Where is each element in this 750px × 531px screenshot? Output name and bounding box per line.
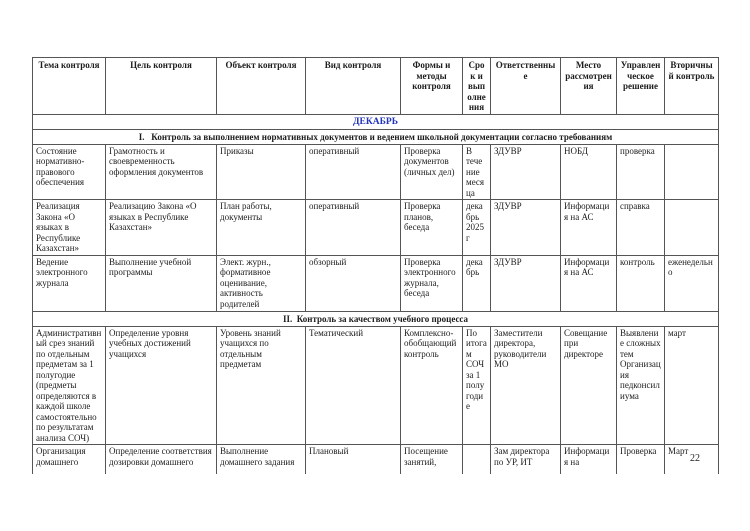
table-cell: Грамотность и своевременность оформления документов [106,144,217,200]
table-cell: Информация на АС [561,200,617,256]
table-cell: Реализация Закона «О языках в Республике Казахстан» [33,200,106,256]
table-cell: Выявление сложных тем Организация педконсилиума [617,326,665,445]
table-cell: Определение соответствия дозировки домашнего [106,445,217,474]
table-row [33,200,719,256]
table-cell: В течение месяца [463,144,491,200]
table-cell: Приказы [217,144,306,200]
column-header: Срок и выполнения [463,58,491,115]
section-title: II. Контроль за качеством учебного процесса [33,311,719,326]
table-cell: ЗДУВР [491,144,561,200]
section-title: I. Контроль за выполнением нормативных документов и ведением школьной документации согласно требованиям [33,129,719,144]
table-cell: Уровень знаний учащихся по отдельным предметам [217,326,306,445]
table-cell: март [665,326,719,445]
table-cell: Элект. журн., формативное оценивание, активность родителей [217,255,306,311]
table-cell: Административный срез знаний по отдельным предметам за 1 полугодие (предметы определяются в каждой школе самостоятельно по результатам анализа СОЧ) [33,326,106,445]
page-number: 22 [690,453,700,464]
table-cell: Проверка электронного журнала, беседа [401,255,463,311]
table-cell [665,200,719,256]
section-2-title-row [33,311,719,326]
table-row [33,445,719,474]
table-cell: справка [617,200,665,256]
table-cell: декабрь 2025г [463,200,491,256]
table-cell: Проверка [617,445,665,474]
table-cell: ЗДУВР [491,255,561,311]
table-cell: Выполнение учебной программы [106,255,217,311]
table-row [33,144,719,200]
table-cell: Совещание при директоре [561,326,617,445]
table-cell: Заместители директора, руководители МО [491,326,561,445]
column-header: Объект контроля [217,58,306,115]
table-cell: Выполнение домашнего задания [217,445,306,474]
table-row [33,255,719,311]
column-header: Вид контроля [306,58,401,115]
table-cell: Плановый [306,445,401,474]
table-cell: Зам директора по УР, ИТ [491,445,561,474]
column-header: Тема контроля [33,58,106,115]
table-cell: Проверка документов (личных дел) [401,144,463,200]
table-cell: НОБД [561,144,617,200]
table-cell [665,144,719,200]
table-cell: оперативный [306,144,401,200]
table-cell: Проверка планов, беседа [401,200,463,256]
column-header: Управленческое решение [617,58,665,115]
column-header: Вторичный контроль [665,58,719,115]
table-cell: Посещение занятий, [401,445,463,474]
table-cell: оперативный [306,200,401,256]
table-cell: проверка [617,144,665,200]
table-cell: контроль [617,255,665,311]
column-header: Место рассмотрения [561,58,617,115]
control-plan-table [32,57,719,474]
table-cell: Реализацию Закона «О языках в Республике Казахстан» [106,200,217,256]
table-cell: Тематический [306,326,401,445]
month-row [33,114,719,129]
table-cell: Комплексно-обобщающий контроль [401,326,463,445]
table-cell: Определение уровня учебных достижений учащихся [106,326,217,445]
table-cell: обзорный [306,255,401,311]
table-row [33,326,719,445]
month-label: ДЕКАБРЬ [33,114,719,129]
table-cell: Март [665,445,719,474]
table-cell: Информация на АС [561,255,617,311]
table-cell: План работы, документы [217,200,306,256]
table-cell: ЗДУВР [491,200,561,256]
column-header: Ответственные [491,58,561,115]
table-header-row [33,58,719,115]
column-header: Цель контроля [106,58,217,115]
table-cell: По итогам СОЧ за 1 полугодие [463,326,491,445]
table-cell [463,445,491,474]
table-cell: декабрь [463,255,491,311]
table-cell: Состояние нормативно-правового обеспечения [33,144,106,200]
table-cell: еженедельно [665,255,719,311]
table-cell: Ведение электронного журнала [33,255,106,311]
table-cell: Информация на [561,445,617,474]
table-cell: Организация домашнего [33,445,106,474]
column-header: Формы и методы контроля [401,58,463,115]
section-1-title-row [33,129,719,144]
